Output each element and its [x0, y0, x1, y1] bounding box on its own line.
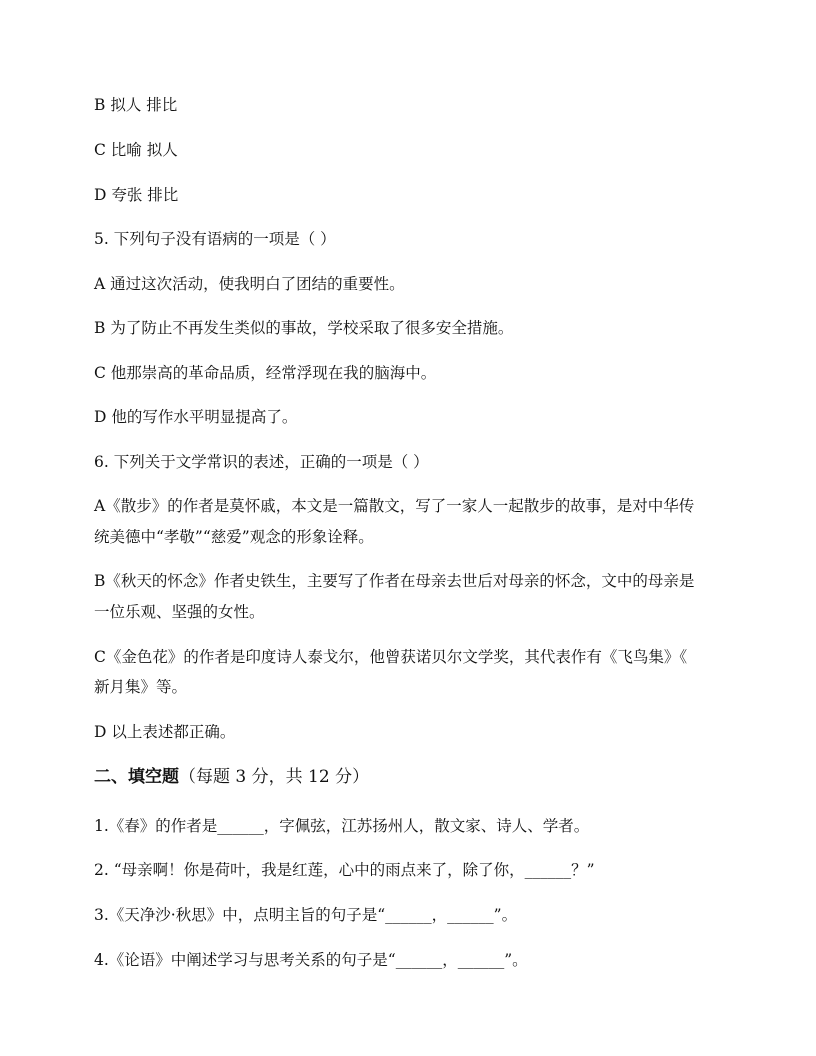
q4-option-b: B 拟人 排比: [94, 96, 178, 114]
fill-item-3: 3.《天净沙·秋思》中，点明主旨的句子是“______，______”。: [94, 906, 518, 924]
section-2-heading: [94, 767, 369, 787]
q5-option-d: D 他的写作水平明显提高了。: [94, 408, 298, 426]
q4-option-c: C 比喻 拟人: [94, 141, 178, 159]
q6-option-c-line2: 新月集》等。: [94, 678, 188, 696]
q6-option-c-line1: C《金色花》的作者是印度诗人泰戈尔，他曾获诺贝尔文学奖，其代表作有《飞鸟集》《: [94, 648, 688, 666]
q6-option-b-line2: 一位乐观、坚强的女性。: [94, 603, 265, 621]
q5-option-b: B 为了防止不再发生类似的事故，学校采取了很多安全措施。: [94, 319, 514, 337]
q6-option-a-line2: 统美德中“孝敬”“慈爱”观念的形象诠释。: [94, 528, 374, 546]
section-2-title: 二、填空题: [94, 767, 179, 787]
q5-stem: 5. 下列句子没有语病的一项是（ ）: [94, 230, 336, 248]
q5-option-c: C 他那崇高的革命品质，经常浮现在我的脑海中。: [94, 364, 437, 382]
q4-option-d: D 夸张 排比: [94, 186, 179, 204]
q5-option-a: A 通过这次活动，使我明白了团结的重要性。: [94, 275, 405, 293]
q6-stem: 6. 下列关于文学常识的表述，正确的一项是（ ）: [94, 453, 429, 471]
q6-option-a-line1: A《散步》的作者是莫怀戚，本文是一篇散文，写了一家人一起散步的故事，是对中华传: [94, 497, 695, 515]
fill-item-4: 4.《论语》中阐述学习与思考关系的句子是“______，______”。: [94, 951, 528, 969]
q6-option-b-line1: B《秋天的怀念》作者史铁生，主要写了作者在母亲去世后对母亲的怀念，文中的母亲是: [94, 572, 695, 590]
section-2-note: （每题 3 分，共 12 分）: [179, 767, 370, 787]
fill-item-2: 2. “母亲啊！你是荷叶，我是红莲，心中的雨点来了，除了你，______？”: [94, 861, 595, 879]
fill-item-1: 1.《春》的作者是______，字佩弦，江苏扬州人，散文家、诗人、学者。: [94, 817, 590, 835]
q6-option-d: D 以上表述都正确。: [94, 723, 236, 741]
